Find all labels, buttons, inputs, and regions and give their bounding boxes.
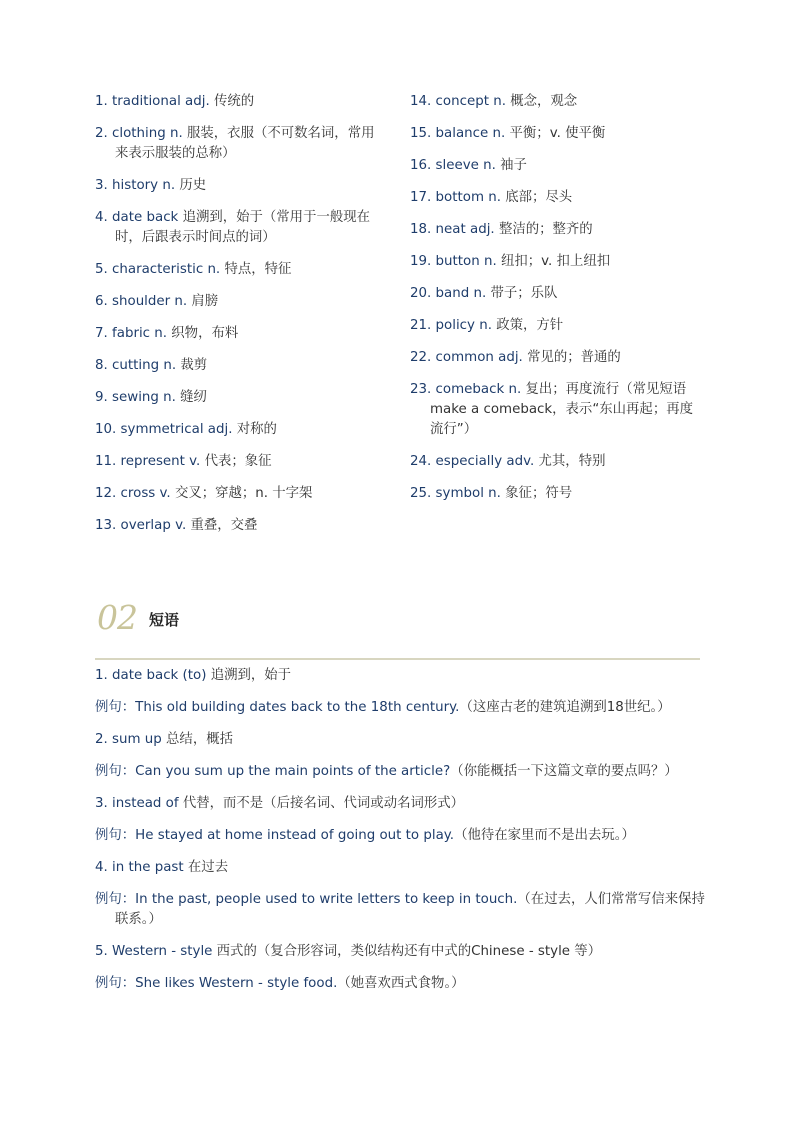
example-sentence <box>95 762 705 782</box>
phrase-text: 3. instead of <box>95 796 183 811</box>
phrase-item <box>95 794 705 814</box>
vocab-column-left <box>95 92 387 548</box>
example-translation: （你能概括一下这篇文章的要点吗？） <box>450 764 678 779</box>
vocab-item <box>410 124 702 144</box>
vocab-meaning: 复出；再度流行（常见短语 make a comeback，表示“东山再起；再度流行”） <box>430 382 693 437</box>
section-divider <box>95 658 700 660</box>
vocab-term: 18. neat adj. <box>410 222 499 237</box>
phrase-meaning: 总结，概括 <box>166 732 233 747</box>
phrase-text: 1. date back (to) <box>95 668 211 683</box>
phrase-text: 2. sum up <box>95 732 167 747</box>
vocab-item <box>95 388 387 408</box>
vocab-item <box>410 220 702 240</box>
vocab-item <box>95 124 387 164</box>
vocab-item <box>95 484 387 504</box>
example-text: 例句：He stayed at home instead of going out to play. <box>95 828 455 843</box>
vocab-meaning: 常见的；普通的 <box>527 350 621 365</box>
vocab-term: 1. traditional adj. <box>95 94 214 109</box>
phrase-item <box>95 942 705 962</box>
phrase-item <box>95 730 705 750</box>
example-sentence <box>95 974 705 994</box>
vocab-meaning: 尤其，特别 <box>538 454 606 469</box>
vocab-item <box>95 292 387 312</box>
phrase-meaning: 西式的（复合形容词，类似结构还有中式的Chinese - style 等） <box>216 944 602 959</box>
vocab-term: 15. balance n. <box>410 126 510 141</box>
vocab-term: 24. especially adv. <box>410 454 539 469</box>
vocab-item <box>410 348 702 368</box>
vocab-meaning: 服装，衣服（不可数名词，常用来表示服装的总称） <box>115 126 375 161</box>
example-text: 例句：She likes Western - style food. <box>95 976 338 991</box>
vocab-meaning: 概念，观念 <box>510 94 578 109</box>
vocab-term: 6. shoulder n. <box>95 294 192 309</box>
vocab-term: 20. band n. <box>410 286 491 301</box>
vocab-meaning: 对称的 <box>236 422 277 437</box>
example-sentence <box>95 698 705 718</box>
vocab-item <box>410 252 702 272</box>
section-heading <box>97 596 707 646</box>
vocab-term: 5. characteristic n. <box>95 262 225 277</box>
example-translation: （在过去，人们常常写信来保持联系。） <box>115 892 705 927</box>
vocab-meaning: 特点，特征 <box>224 262 292 277</box>
vocab-item <box>95 324 387 344</box>
vocab-item <box>410 284 702 304</box>
vocab-term: 2. clothing n. <box>95 126 188 141</box>
vocab-meaning: 追溯到，始于（常用于一般现在时，后跟表示时间点的词） <box>115 210 371 245</box>
vocab-item <box>410 380 702 440</box>
vocab-item <box>410 92 702 112</box>
vocab-term: 11. represent v. <box>95 454 205 469</box>
vocab-term: 17. bottom n. <box>410 190 506 205</box>
vocab-item <box>95 356 387 376</box>
vocab-item <box>95 208 387 248</box>
vocab-term: 22. common adj. <box>410 350 528 365</box>
vocab-meaning: 肩膀 <box>191 294 219 309</box>
vocab-meaning: 袖子 <box>500 158 527 173</box>
vocab-item <box>410 156 702 176</box>
example-translation: （她喜欢西式食物。） <box>337 976 465 991</box>
vocab-term: 16. sleeve n. <box>410 158 501 173</box>
vocab-meaning: 平衡；v. 使平衡 <box>509 126 606 141</box>
example-sentence <box>95 826 705 846</box>
phrase-item <box>95 858 705 878</box>
phrase-meaning: 追溯到，始于 <box>210 668 292 683</box>
vocab-meaning: 裁剪 <box>180 358 208 373</box>
vocab-term: 19. button n. <box>410 254 501 269</box>
vocab-term: 12. cross v. <box>95 486 175 501</box>
vocab-item <box>95 176 387 196</box>
vocab-meaning: 带子；乐队 <box>490 286 558 301</box>
phrase-text: 4. in the past <box>95 860 188 875</box>
example-text: 例句：In the past, people used to write letters to keep in touch. <box>95 892 518 907</box>
phrase-list <box>95 666 705 1006</box>
vocab-meaning: 织物，布料 <box>171 326 239 341</box>
vocab-item <box>410 484 702 504</box>
phrase-meaning: 在过去 <box>187 860 229 875</box>
vocab-meaning: 传统的 <box>214 94 255 109</box>
vocab-meaning: 重叠，交叠 <box>190 518 258 533</box>
vocab-term: 14. concept n. <box>410 94 511 109</box>
section-number: 02 <box>97 598 137 637</box>
example-translation: （这座古老的建筑追溯到18世纪。） <box>459 700 671 715</box>
vocab-item <box>95 260 387 280</box>
vocab-meaning: 缝纫 <box>180 390 207 405</box>
vocab-term: 10. symmetrical adj. <box>95 422 237 437</box>
vocab-term: 3. history n. <box>95 178 180 193</box>
section-title: 短语 <box>149 611 180 629</box>
vocab-item <box>95 452 387 472</box>
vocab-column-right <box>410 92 702 516</box>
vocab-meaning: 政策，方针 <box>496 318 564 333</box>
example-translation: （他待在家里而不是出去玩。） <box>454 828 635 843</box>
vocab-term: 21. policy n. <box>410 318 497 333</box>
vocab-term: 9. sewing n. <box>95 390 181 405</box>
vocab-term: 13. overlap v. <box>95 518 191 533</box>
phrase-text: 5. Western - style <box>95 944 217 959</box>
vocab-item <box>410 188 702 208</box>
vocab-meaning: 整洁的；整齐的 <box>498 222 593 237</box>
vocab-meaning: 交叉；穿越；n. 十字架 <box>174 486 313 501</box>
vocab-term: 4. date back <box>95 210 183 225</box>
example-sentence <box>95 890 705 930</box>
vocab-item <box>95 420 387 440</box>
vocab-term: 8. cutting n. <box>95 358 181 373</box>
vocab-item <box>410 316 702 336</box>
phrase-item <box>95 666 705 686</box>
example-text: 例句：Can you sum up the main points of the article? <box>95 764 451 779</box>
phrase-meaning: 代替，而不是（后接名词、代词或动名词形式） <box>182 796 465 811</box>
example-text: 例句：This old building dates back to the 18th century. <box>95 700 460 715</box>
vocab-item <box>95 92 387 112</box>
vocab-term: 23. comeback n. <box>410 382 526 397</box>
vocab-meaning: 代表；象征 <box>204 454 272 469</box>
vocab-meaning: 纽扣；v. 扣上纽扣 <box>500 254 611 269</box>
vocab-meaning: 底部；尽头 <box>505 190 573 205</box>
vocab-term: 25. symbol n. <box>410 486 506 501</box>
vocab-term: 7. fabric n. <box>95 326 172 341</box>
vocab-meaning: 象征；符号 <box>505 486 573 501</box>
vocab-item <box>410 452 702 472</box>
vocab-item <box>95 516 387 536</box>
vocab-meaning: 历史 <box>179 178 207 193</box>
